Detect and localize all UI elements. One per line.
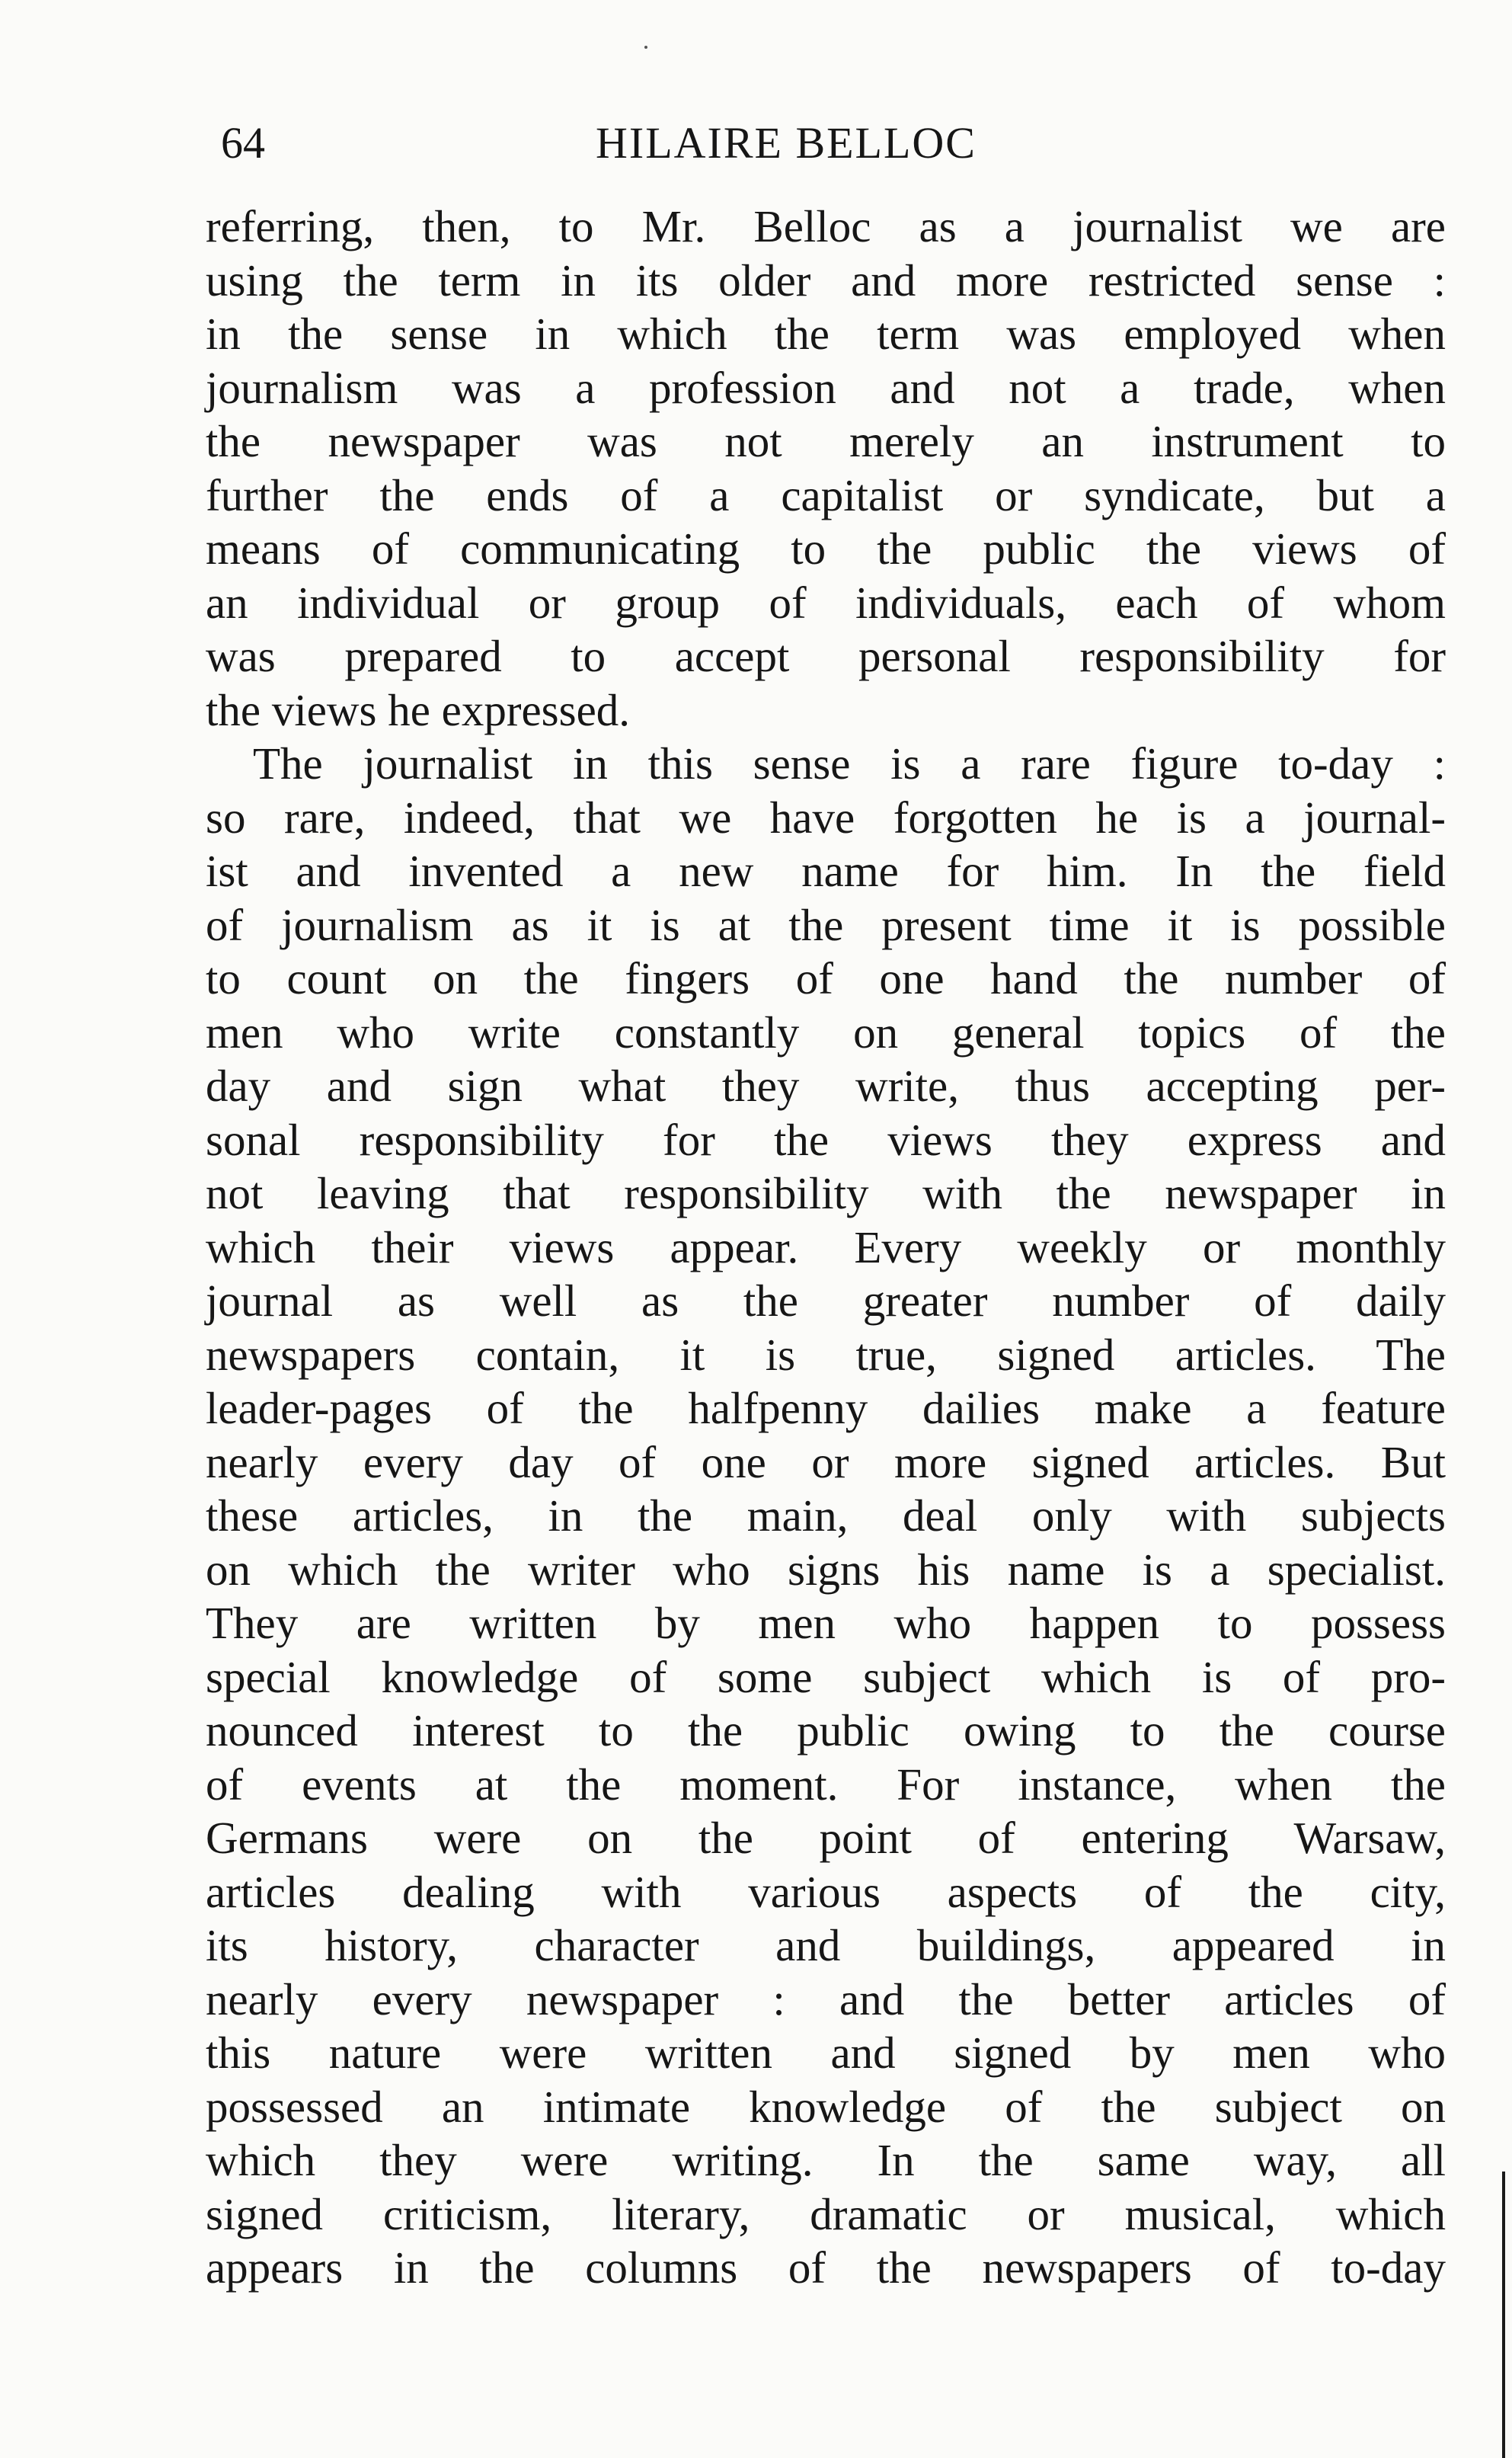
text-line: its history, character and buildings, appeared in (206, 1920, 1446, 1970)
text-line: means of communicating to the public the views of (206, 523, 1446, 574)
text-line: appears in the columns of the newspapers of to-day (206, 2242, 1446, 2293)
text-line: of events at the moment. For instance, when the (206, 1759, 1446, 1810)
text-line: special knowledge of some subject which is of pro- (206, 1651, 1446, 1702)
text-line: to count on the fingers of one hand the number of (206, 953, 1446, 1003)
text-line: men who write constantly on general topics of the (206, 1007, 1446, 1058)
text-line: the newspaper was not merely an instrument to (206, 416, 1446, 466)
text-line: day and sign what they write, thus accepting per- (206, 1061, 1446, 1111)
paragraph-first-line: The journalist in this sense is a rare figure to-day : (253, 738, 1446, 789)
text-line: an individual or group of individuals, each of whom (206, 577, 1446, 628)
text-line: nearly every newspaper : and the better articles of (206, 1973, 1446, 2024)
text-line: in the sense in which the term was employed when (206, 309, 1446, 359)
text-line: which their views appear. Every weekly or monthly (206, 1221, 1446, 1272)
text-line: sonal responsibility for the views they express and (206, 1114, 1446, 1165)
text-line: so rare, indeed, that we have forgotten he is a journal- (206, 792, 1446, 843)
running-title: HILAIRE BELLOC (596, 118, 977, 168)
text-line: newspapers contain, it is true, signed articles. The (206, 1329, 1446, 1380)
text-line: not leaving that responsibility with the newspaper in (206, 1168, 1446, 1218)
text-line: was prepared to accept personal responsibility for (206, 631, 1446, 681)
text-line: of journalism as it is at the present time it is possible (206, 899, 1446, 950)
body-text (206, 200, 1446, 2295)
text-line: further the ends of a capitalist or syndicate, but a (206, 469, 1446, 520)
text-line: possessed an intimate knowledge of the subject on (206, 2081, 1446, 2132)
text-line: using the term in its older and more restricted sense : (206, 254, 1446, 306)
text-line: the views he expressed. (206, 684, 631, 735)
page-number: 64 (221, 118, 265, 168)
page-edge-shadow (1502, 2172, 1505, 2458)
text-line: journal as well as the greater number of daily (206, 1275, 1446, 1326)
text-line: They are written by men who happen to possess (206, 1598, 1446, 1648)
text-line: nearly every day of one or more signed articles. But (206, 1436, 1446, 1487)
text-line: referring, then, to Mr. Belloc as a journalist we are (206, 201, 1446, 251)
text-line: Germans were on the point of entering Warsaw, (206, 1813, 1446, 1863)
text-line: leader-pages of the halfpenny dailies make a feature (206, 1383, 1446, 1433)
paper-speck (644, 46, 647, 49)
text-line: articles dealing with various aspects of the city, (206, 1866, 1446, 1917)
text-line: ist and invented a new name for him. In the field (206, 846, 1446, 896)
text-line: journalism was a profession and not a trade, when (206, 362, 1446, 413)
running-head (221, 113, 1409, 174)
text-line: signed criticism, literary, dramatic or musical, which (206, 2188, 1446, 2239)
text-line: this nature were written and signed by men who (206, 2028, 1446, 2078)
text-line: which they were writing. In the same way, all (206, 2135, 1446, 2185)
text-line: on which the writer who signs his name is a specialist. (206, 1544, 1446, 1595)
text-line: these articles, in the main, deal only with subjects (206, 1490, 1446, 1541)
text-line: nounced interest to the public owing to the course (206, 1705, 1446, 1755)
